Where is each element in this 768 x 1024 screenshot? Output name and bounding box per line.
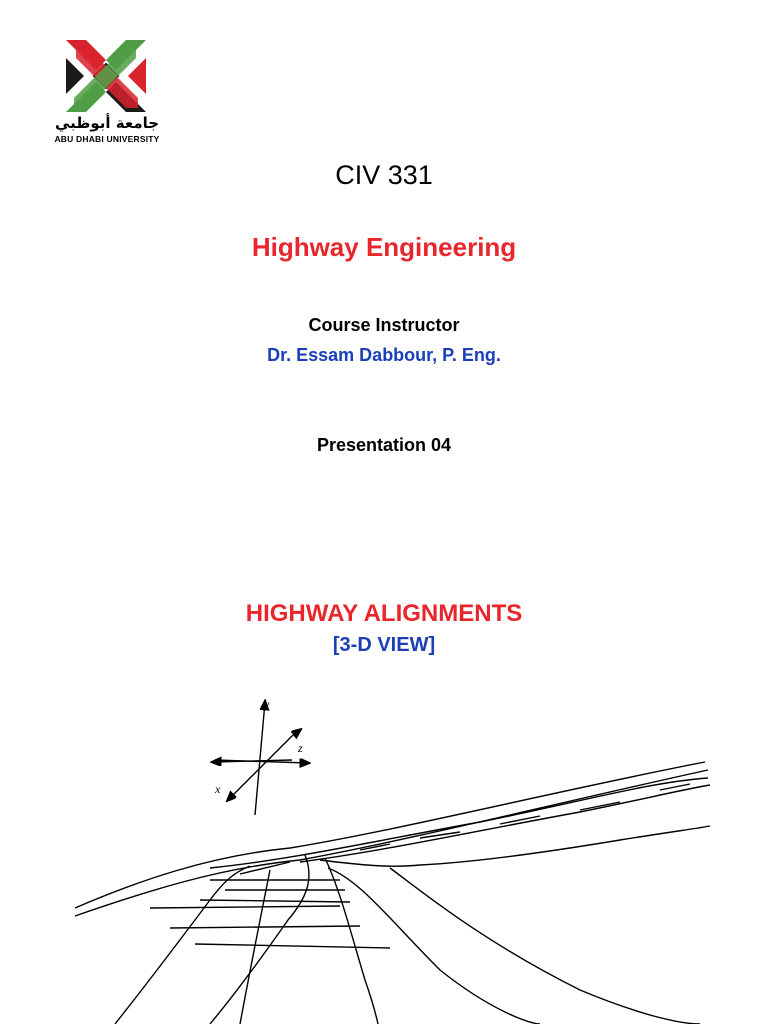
presentation-number: Presentation 04 xyxy=(316,435,452,455)
logo-arabic-name: جامعة أبوظبي xyxy=(54,114,160,132)
university-logo xyxy=(40,38,180,148)
main-roadway xyxy=(75,762,710,916)
logo-english-name: ABU DHABI UNIVERSITY xyxy=(54,134,160,144)
course-code: CIV 331 xyxy=(335,160,433,190)
axis-label-x: x xyxy=(215,782,221,796)
university-emblem-icon xyxy=(64,38,148,114)
axis-label-z: z xyxy=(298,741,303,755)
instructor-role-label: Course Instructor xyxy=(308,315,460,335)
section-subheading: [3-D VIEW] xyxy=(332,634,436,656)
axis-label-y: y xyxy=(264,697,270,711)
intersecting-road xyxy=(115,826,710,1024)
highway-alignment-3d-figure xyxy=(60,690,730,1024)
section-heading: HIGHWAY ALIGNMENTS xyxy=(245,600,523,627)
coordinate-axes xyxy=(213,697,308,815)
course-title: Highway Engineering xyxy=(251,232,517,262)
instructor-name: Dr. Essam Dabbour, P. Eng. xyxy=(267,345,501,365)
